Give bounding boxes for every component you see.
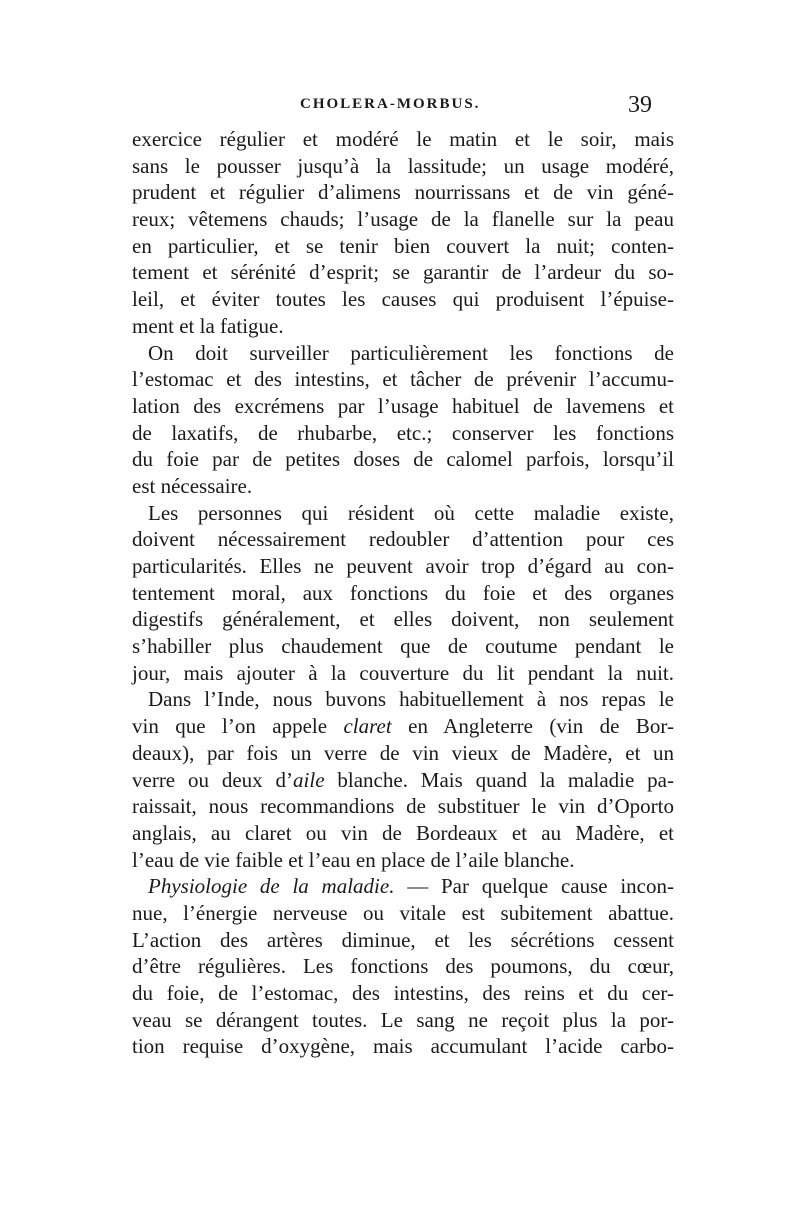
line-text: deaux), par fois un verre de vin vieux de Madère, et un	[132, 740, 674, 765]
italic-text: Physiologie de la maladie.	[148, 874, 395, 899]
body-text	[132, 126, 674, 1060]
line-text-continued: en Angleterre (vin de Bor-	[391, 714, 674, 739]
line-text: s’habiller plus chaudement que de coutume pendant le	[132, 634, 674, 659]
line-text: en particulier, et se tenir bien couvert la nuit; conten-	[132, 233, 674, 258]
line-text-continued: blanche. Mais quand la maladie pa-	[324, 767, 674, 792]
text-line	[132, 740, 674, 767]
text-line	[132, 286, 674, 313]
text-line	[132, 900, 674, 927]
text-line	[132, 686, 674, 713]
line-text: jour, mais ajouter à la couverture du lit pendant la nuit.	[132, 660, 674, 685]
line-text: prudent et régulier d’alimens nourrissans et de vin géné-	[132, 180, 674, 205]
text-line	[132, 606, 674, 633]
text-line	[132, 500, 674, 527]
line-text: veau se dérangent toutes. Le sang ne reçoit plus la por-	[132, 1007, 674, 1032]
text-line	[132, 153, 674, 180]
line-text: lation des excrémens par l’usage habituel de lavemens et	[132, 393, 674, 418]
text-line	[132, 633, 674, 660]
text-line	[132, 820, 674, 847]
text-line	[132, 206, 674, 233]
line-text: de laxatifs, de rhubarbe, etc.; conserver les fonctions	[132, 420, 674, 445]
text-line	[132, 393, 674, 420]
text-line	[132, 980, 674, 1007]
line-text: On doit surveiller particulièrement les fonctions de	[148, 340, 674, 365]
text-line	[132, 126, 674, 153]
line-text: est nécessaire.	[132, 473, 253, 498]
line-text: du foie, de l’estomac, des intestins, des reins et du cer-	[132, 981, 674, 1005]
line-text-continued: — Par quelque cause incon-	[394, 874, 674, 899]
text-line	[132, 420, 674, 447]
text-line	[132, 446, 674, 473]
line-text: digestifs généralement, et elles doivent, non seulement	[132, 607, 674, 632]
line-text: raissait, nous recommandions de substituer le vin d’Oporto	[132, 794, 674, 819]
text-line	[132, 366, 674, 393]
text-line	[132, 953, 674, 980]
line-text: vin que l’on appele	[132, 714, 344, 739]
line-text: Les personnes qui résident où cette maladie existe,	[148, 500, 674, 525]
text-line	[132, 1033, 674, 1060]
text-line	[132, 259, 674, 286]
text-line	[132, 793, 674, 820]
line-text: tement et sérénité d’esprit; se garantir de l’ardeur du so-	[132, 260, 674, 285]
text-line	[132, 340, 674, 367]
text-line	[132, 313, 674, 340]
text-line	[132, 847, 674, 874]
line-text: verre ou deux d’	[132, 767, 294, 792]
line-text: d’être régulières. Les fonctions des poumons, du cœur,	[132, 954, 674, 979]
text-line	[132, 660, 674, 687]
line-text: l’eau de vie faible et l’eau en place de l’aile blanche.	[132, 847, 575, 872]
text-line	[132, 873, 674, 900]
line-text: doivent nécessairement redoubler d’attention pour ces	[132, 527, 674, 552]
text-line	[132, 233, 674, 260]
line-text: exercice régulier et modéré le matin et le soir, mais	[132, 127, 674, 151]
line-text: particularités. Elles ne peuvent avoir trop d’égard au con-	[132, 554, 674, 578]
text-line	[132, 767, 674, 794]
line-text: sans le pousser jusqu’à la lassitude; un usage modéré,	[132, 153, 674, 178]
italic-text: aile	[293, 767, 325, 792]
text-line	[132, 179, 674, 206]
line-text: tentement moral, aux fonctions du foie et des organes	[132, 580, 674, 605]
line-text: nue, l’énergie nerveuse ou vitale est subitement abattue.	[132, 900, 674, 925]
text-line	[132, 526, 674, 553]
line-text: reux; vêtemens chauds; l’usage de la flanelle sur la peau	[132, 207, 674, 232]
page-number: 39	[628, 92, 652, 118]
text-line	[132, 1007, 674, 1034]
line-text: Dans l’Inde, nous buvons habituellement à nos repas le	[148, 687, 674, 712]
line-text: tion requise d’oxygène, mais accumulant l’acide carbo-	[132, 1034, 674, 1059]
text-line	[132, 553, 674, 580]
line-text: L’action des artères diminue, et les sécrétions cessent	[132, 927, 674, 952]
text-line	[132, 927, 674, 954]
text-line	[132, 713, 674, 740]
italic-text: claret	[343, 714, 392, 739]
text-line	[132, 473, 674, 500]
line-text: l’estomac et des intestins, et tâcher de prévenir l’accumu-	[132, 367, 674, 392]
text-line	[132, 580, 674, 607]
line-text: du foie par de petites doses de calomel parfois, lorsqu’il	[132, 447, 674, 472]
line-text: anglais, au claret ou vin de Bordeaux et au Madère, et	[132, 820, 674, 845]
running-title: CHOLERA-MORBUS.	[300, 96, 481, 112]
line-text: ment et la fatigue.	[132, 313, 284, 338]
line-text: leil, et éviter toutes les causes qui produisent l’épuise-	[132, 287, 674, 312]
